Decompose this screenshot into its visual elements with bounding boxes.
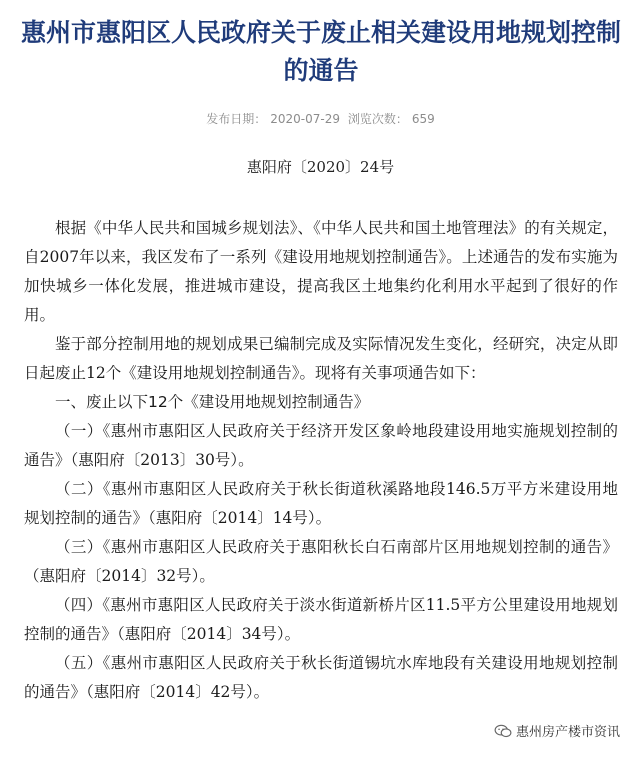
list-item: （五）《惠州市惠阳区人民政府关于秋长街道锡坑水库地段有关建设用地规划控制的通告》（惠阳府〔2014〕42号）。 [24,654,618,701]
section-heading: 一、废止以下12个《建设用地规划控制通告》 [55,393,370,411]
body-paragraph: 鉴于部分控制用地的规划成果已编制完成及实际情况发生变化，经研究，决定从即日起废止12个《建设用地规划控制通告》。现将有关事项通告如下： [24,335,618,382]
list-item: （三）《惠州市惠阳区人民政府关于惠阳秋长白石南部片区用地规划控制的通告》（惠阳府〔2014〕32号）。 [24,538,618,585]
list-item: （四）《惠州市惠阳区人民政府关于淡水街道新桥片区11.5平方公里建设用地规划控制的通告》（惠阳府〔2014〕34号）。 [24,596,618,643]
document-number: 惠阳府〔2020〕24号 [246,158,395,176]
document-body [24,214,618,707]
views-label: 浏览次数： [347,112,408,126]
document-meta [0,110,641,127]
watermark-text: 惠州房产楼市资讯 [515,725,620,740]
list-item: （二）《惠州市惠阳区人民政府关于秋长街道秋溪路地段146.5万平方米建设用地规划控制的通告》（惠阳府〔2014〕14号）。 [24,480,618,527]
wechat-icon [494,724,512,738]
document-title: 惠州市惠阳区人民政府关于废止相关建设用地规划控制的通告 [20,18,621,85]
body-paragraph: 根据《中华人民共和国城乡规划法》、《中华人民共和国土地管理法》的有关规定，自2007年以来，我区发布了一系列《建设用地规划控制通告》。上述通告的发布实施为加快城乡一体化发展，推进城市建设，提高我区土地集约化利用水平起到了很好的作用。 [24,219,618,324]
list-item: （一）《惠州市惠阳区人民政府关于经济开发区象岭地段建设用地实施规划控制的通告》（惠阳府〔2013〕30号）。 [24,422,618,469]
views-count: 659 [411,112,435,126]
publish-date-label: 发布日期： [206,112,267,126]
source-watermark [491,720,623,741]
publish-date: 2020-07-29 [270,112,340,126]
